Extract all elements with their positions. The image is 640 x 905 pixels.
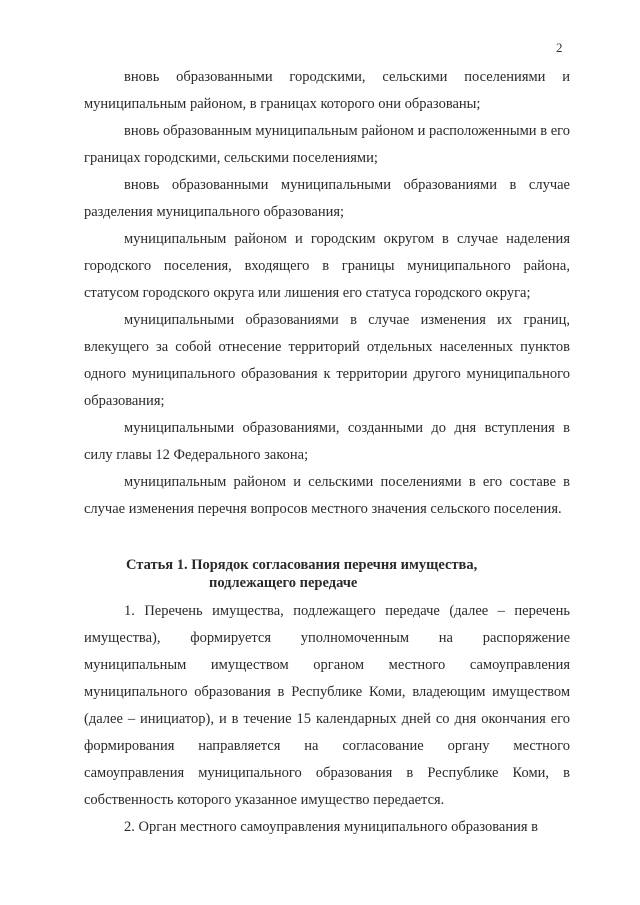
paragraph-3: вновь образованными муниципальными образованиями в случае разделения муниципального образования; [84, 177, 570, 220]
paragraph-5: муниципальными образованиями в случае изменения их границ, влекущего за собой отнесение территорий отдельных населенных пунктов одного муниципального образования к территории другого муниципального образования; [84, 312, 570, 409]
paragraph-7: муниципальным районом и сельскими поселениями в его составе в случае изменения перечня вопросов местного значения сельского поселения. [84, 474, 570, 517]
article-heading [126, 556, 570, 592]
paragraph-1: вновь образованными городскими, сельскими поселениями и муниципальным районом, в границах которого они образованы; [84, 69, 570, 112]
page-number: 2 [556, 40, 563, 55]
paragraph-2: вновь образованным муниципальным районом и расположенными в его границах городскими, сельскими поселениями; [84, 123, 570, 166]
paragraph-6: муниципальными образованиями, созданными до дня вступления в силу главы 12 Федерального закона; [84, 420, 570, 463]
paragraph-4: муниципальным районом и городским округом в случае наделения городского поселения, входящего в границы муниципального района, статусом городского округа или лишения его статуса городского округа; [84, 231, 570, 301]
document-body [84, 64, 570, 841]
article-heading-line-1: Статья 1. Порядок согласования перечня имущества, [126, 557, 478, 573]
article-paragraph-2: 2. Орган местного самоуправления муниципального образования в [124, 819, 539, 835]
article-heading-line-2: подлежащего передаче [209, 575, 358, 591]
article-paragraph-1: 1. Перечень имущества, подлежащего передаче (далее – перечень имущества), формируется уполномоченным на распоряжение муниципальным имуществом органом местного самоуправления муниципального образования в Республике Коми, владеющим имуществом (далее – инициатор), и в течение 15 календарных дней со дня окончания его формирования направляется на согласование органу местного самоуправления муниципального образования в Республике Коми, в собственность которого указанное имущество передается. [84, 603, 570, 808]
